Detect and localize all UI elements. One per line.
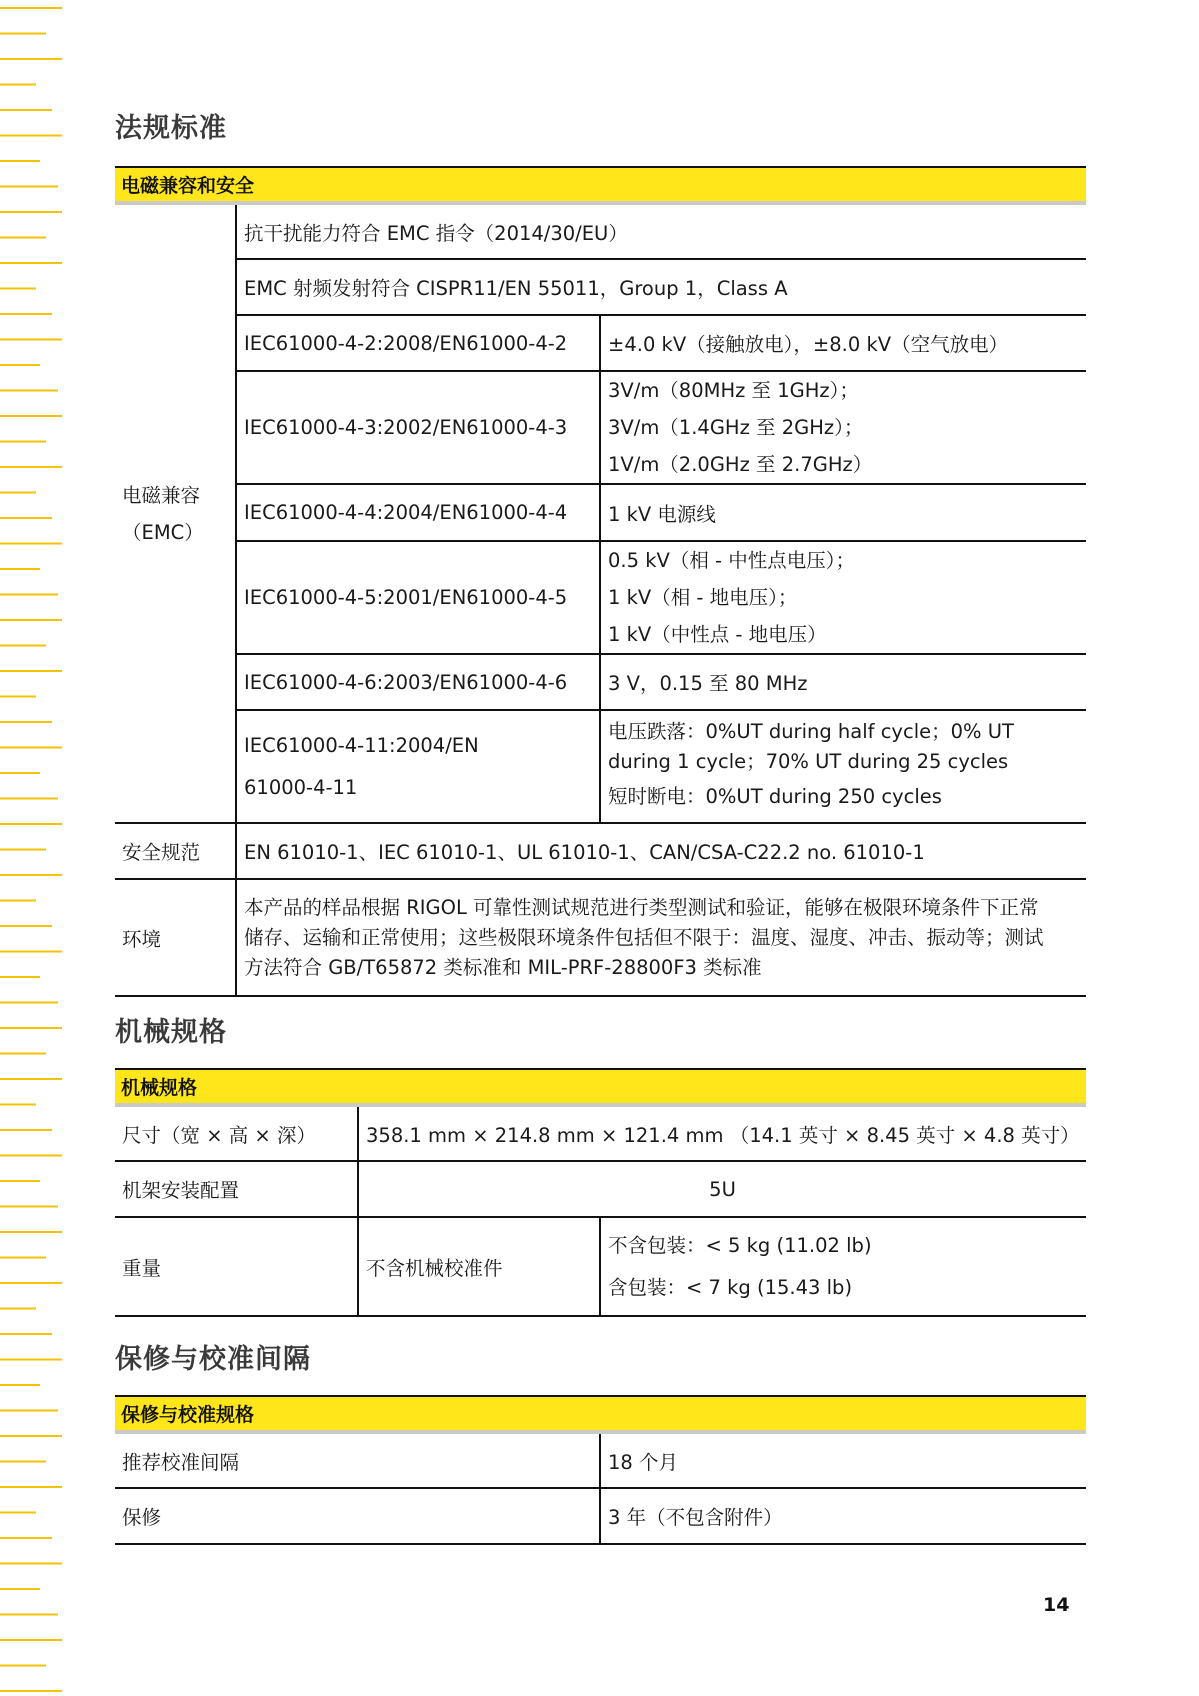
section-title-regulatory: 法规标准 [115, 113, 227, 144]
emc-value [600, 371, 1086, 484]
safety-value: EN 61010-1、IEC 61010-1、UL 61010-1、CAN/CSA-C22.2 no. 61010-1 [236, 823, 1086, 879]
emc-row: 抗干扰能力符合 EMC 指令（2014/30/EU） [236, 205, 1086, 259]
page-number: 14 [1043, 1594, 1070, 1616]
environment-line: 方法符合 GB/T65872 类标准和 MIL-PRF-28800F3 类标准 [244, 955, 762, 979]
emc-value-line: 电压跌落：0%UT during half cycle；0% UT [608, 719, 1014, 743]
emc-standard [236, 710, 600, 823]
emc-label: 电磁兼容 [122, 483, 201, 507]
emc-value-line: during 1 cycle；70% UT during 25 cycles [608, 749, 1009, 773]
emc-standard: IEC61000-4-4:2004/EN61000-4-4 [236, 484, 600, 541]
environment-line: 本产品的样品根据 RIGOL 可靠性测试规范进行类型测试和验证，能够在极限环境条件下正常 [244, 895, 1039, 919]
emc-value-line: 1 kV（相 - 地电压）； [608, 586, 798, 609]
warranty-table [115, 1395, 1086, 1545]
emc-standard: IEC61000-4-2:2008/EN61000-4-2 [236, 315, 600, 371]
dimension-value: 358.1 mm × 214.8 mm × 121.4 mm （14.1 英寸 × 8.45 英寸 × 4.8 英寸） [358, 1107, 1086, 1161]
weight-sub-label: 不含机械校准件 [358, 1217, 600, 1316]
emc-standard-line: 61000-4-11 [244, 775, 358, 799]
emc-standard: IEC61000-4-3:2002/EN61000-4-3 [236, 371, 600, 484]
weight-value-line: 含包装：< 7 kg (15.43 lb) [608, 1275, 853, 1299]
emc-row: EMC 射频发射符合 CISPR11/EN 55011，Group 1，Class A [236, 259, 1086, 315]
table-header: 保修与校准规格 [115, 1396, 1086, 1430]
emc-value-line: 3V/m（80MHz 至 1GHz）； [608, 379, 859, 402]
emc-value-line: 短时断电：0%UT during 250 cycles [608, 784, 942, 808]
emc-value-line: 3V/m（1.4GHz 至 2GHz）； [608, 416, 864, 439]
dimension-label: 尺寸（宽 × 高 × 深） [115, 1107, 358, 1161]
emc-value-line: 1V/m（2.0GHz 至 2.7GHz） [608, 453, 873, 476]
emc-value [600, 710, 1086, 823]
environment-value [236, 879, 1086, 996]
table-header: 电磁兼容和安全 [115, 167, 1086, 201]
table-header: 机械规格 [115, 1069, 1086, 1103]
rack-label: 机架安装配置 [115, 1161, 358, 1217]
calibration-label: 推荐校准间隔 [115, 1434, 600, 1488]
mechanical-table [115, 1068, 1086, 1317]
emc-standard-line: IEC61000-4-11:2004/EN [244, 733, 479, 757]
margin-decoration [0, 0, 70, 1696]
warranty-label: 保修 [115, 1488, 600, 1544]
emc-safety-table [115, 166, 1086, 997]
environment-line: 储存、运输和正常使用；这些极限环境条件包括但不限于：温度、湿度、冲击、振动等；测试 [244, 925, 1044, 949]
emc-standard: IEC61000-4-6:2003/EN61000-4-6 [236, 654, 600, 710]
emc-label-abbr: （EMC） [122, 520, 204, 544]
weight-values [600, 1217, 1086, 1316]
emc-standard: IEC61000-4-5:2001/EN61000-4-5 [236, 541, 600, 654]
emc-value-line: 1 kV（中性点 - 地电压） [608, 623, 827, 646]
rack-value: 5U [358, 1161, 1086, 1217]
calibration-value: 18 个月 [600, 1434, 1086, 1488]
section-title-warranty: 保修与校准间隔 [115, 1344, 311, 1375]
weight-label: 重量 [115, 1217, 358, 1316]
emc-value: ±4.0 kV（接触放电），±8.0 kV（空气放电） [600, 315, 1086, 371]
warranty-value: 3 年（不包含附件） [600, 1488, 1086, 1544]
emc-value-line: 0.5 kV（相 - 中性点电压）； [608, 549, 856, 572]
weight-value-line: 不含包装：< 5 kg (11.02 lb) [608, 1233, 872, 1257]
emc-value: 1 kV 电源线 [600, 484, 1086, 541]
safety-label: 安全规范 [115, 823, 236, 879]
environment-label: 环境 [115, 879, 236, 996]
section-title-mechanical: 机械规格 [115, 1017, 227, 1048]
emc-value [600, 541, 1086, 654]
emc-value: 3 V，0.15 至 80 MHz [600, 654, 1086, 710]
emc-label-cell [115, 205, 236, 823]
